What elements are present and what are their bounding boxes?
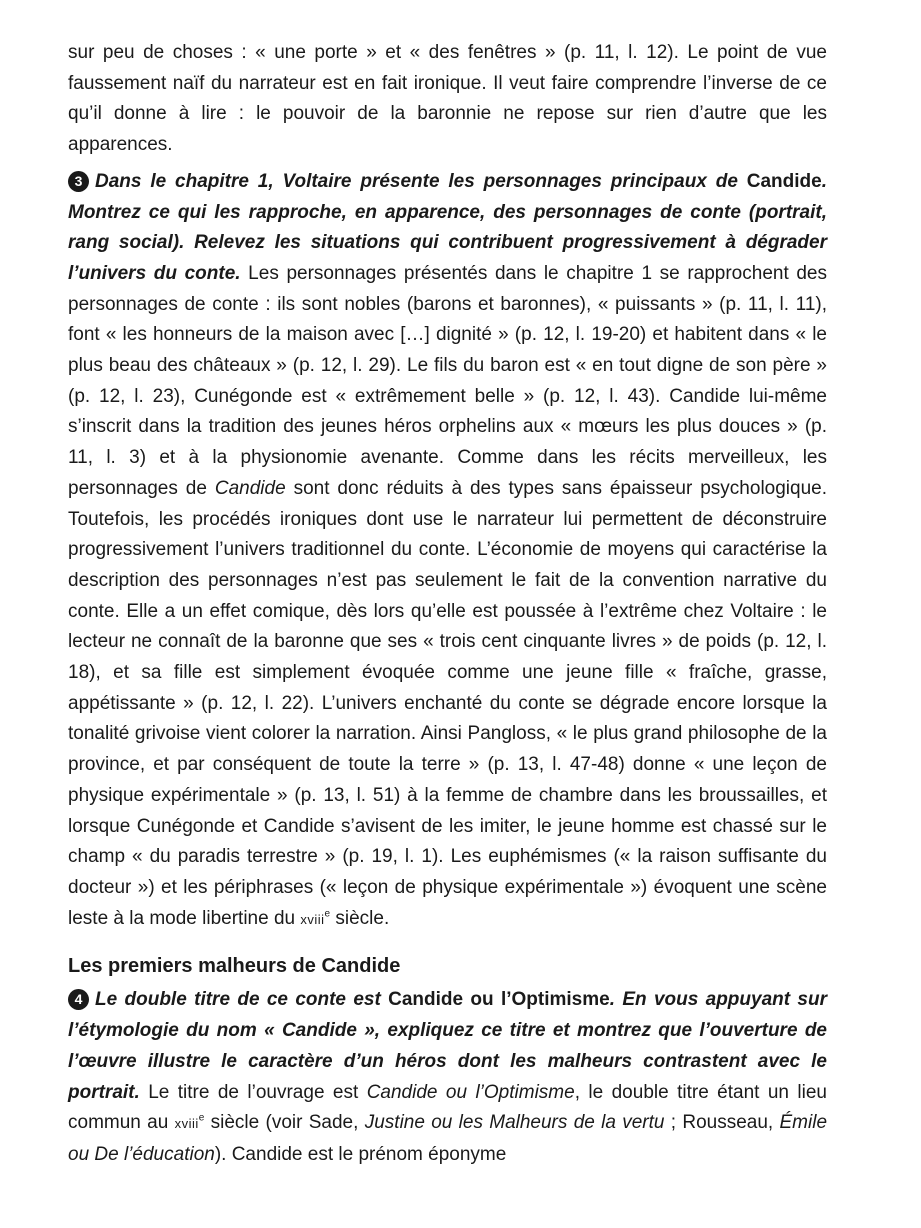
question-3-text-part: . Montrez ce qui les rapproche, en apparence, des personnages de conte (portrait, rang social). Relevez les situations qui contribuent progressivement à dégrader l’univers du conte. — [68, 170, 827, 284]
century-smallcaps: xviii — [300, 911, 325, 927]
question-4-text-part: Le double titre de ce conte est — [95, 989, 389, 1011]
work-title-justine: Justine ou les Malheurs de la vertu — [364, 1112, 665, 1134]
answer-4-part: Le titre de l’ouvrage est — [139, 1081, 367, 1103]
answer-4-part: ). Candide est le prénom éponyme — [214, 1143, 507, 1165]
question-number-badge: 3 — [68, 171, 89, 192]
century-smallcaps: xviii — [174, 1116, 199, 1132]
question-3-text-part: Dans le chapitre 1, Voltaire présente les personnages principaux de — [95, 170, 747, 192]
answer-4-title: Candide ou l’Optimisme — [366, 1081, 575, 1103]
answer-3-part: siècle. — [330, 907, 390, 929]
answer-4-part: , le double titre étant un lieu commun au — [68, 1081, 827, 1134]
question-4-title: Candide ou l’Optimisme — [388, 989, 610, 1011]
question-number-badge: 4 — [68, 989, 89, 1010]
answer-3-text — [68, 263, 827, 929]
century-superscript: e — [198, 1112, 205, 1124]
page — [68, 38, 827, 1171]
section-heading: Les premiers malheurs de Candide — [68, 955, 401, 978]
answer-3-part: sont donc réduits à des types sans épaisseur psychologique. Toutefois, les procédés ironiques dont use le narrateur lui permettent de déconstruire progressivement l’univers traditionnel du conte. L’économie de moyens qui caractérise la description des personnages n’est pas seulement le fait de la convention narrative du conte. Elle a un effet comique, dès lors qu’elle est poussée à l’extrême chez Voltaire : le lecteur ne connaît de la baronne que ses « trois cent cinquante livres » de poids (p. 12, l. 18), et sa fille est simplement évoquée comme une jeune fille « fraîche, grasse, appétissante » (p. 12, l. 22). L’univers enchanté du conte se dégrade encore lorsque la tonalité grivoise vient colorer la narration. Ainsi Pangloss, « le plus grand philosophe de la province, et par conséquent de toute la terre » (p. 13, l. 47-48) donne « une leçon de physique expérimentale » (p. 13, l. 51) à la femme de chambre dans les broussailles, et lorsque Cunégonde et Candide s’avisent de les imiter, le jeune homme est chassé sur le champ « du paradis terrestre » (p. 19, l. 1). Les euphémismes (« la raison suffisante du docteur ») et les périphrases (« leçon de physique expérimentale ») évoquent une scène leste à la mode libertine du — [68, 477, 827, 929]
century-superscript: e — [324, 908, 331, 920]
question-3-block — [68, 167, 827, 936]
work-title-emile: Émile ou De l’éducation — [68, 1112, 828, 1165]
answer-4-part: ; Rousseau, — [664, 1112, 780, 1134]
answer-3-title: Candide — [214, 477, 286, 499]
answer-4-text — [68, 1082, 827, 1165]
question-4-text-part: . En vous appuyant sur l’étymologie du nom « Candide », expliquez ce titre et montrez que l’ouverture de l’œuvre illustre le caractère d’un héros dont les malheurs contrastent avec le portrait. — [68, 989, 827, 1103]
question-4-block — [68, 985, 827, 1170]
answer-3-part: Les personnages présentés dans le chapitre 1 se rapprochent des personnages de conte : ils sont nobles (barons et baronnes), « puissants » (p. 11, l. 11), font « les honneurs de la maison avec […] dignité » (p. 12, l. 19-20) et habitent dans « le plus beau des châteaux » (p. 12, l. 29). Le fils du baron est « en tout digne de son père » (p. 12, l. 23), Cunégonde est « extrêmement belle » (p. 12, l. 43). Candide lui-même s’inscrit dans la tradition des jeunes héros orphelins aux « mœurs les plus douces » (p. 11, l. 3) et à la physionomie avenante. Comme dans les récits merveilleux, les personnages de — [68, 262, 827, 499]
paragraph-continuation: sur peu de choses : « une porte » et « des fenêtres » (p. 11, l. 12). Le point de vue faussement naïf du narrateur est en fait ironique. Il veut faire comprendre l’inverse de ce qu’il donne à lire : le pouvoir de la baronnie ne repose sur rien d’autre que les apparences. — [68, 42, 827, 156]
answer-4-part: siècle (voir Sade, — [204, 1112, 365, 1134]
question-3-title: Candide — [746, 170, 822, 192]
